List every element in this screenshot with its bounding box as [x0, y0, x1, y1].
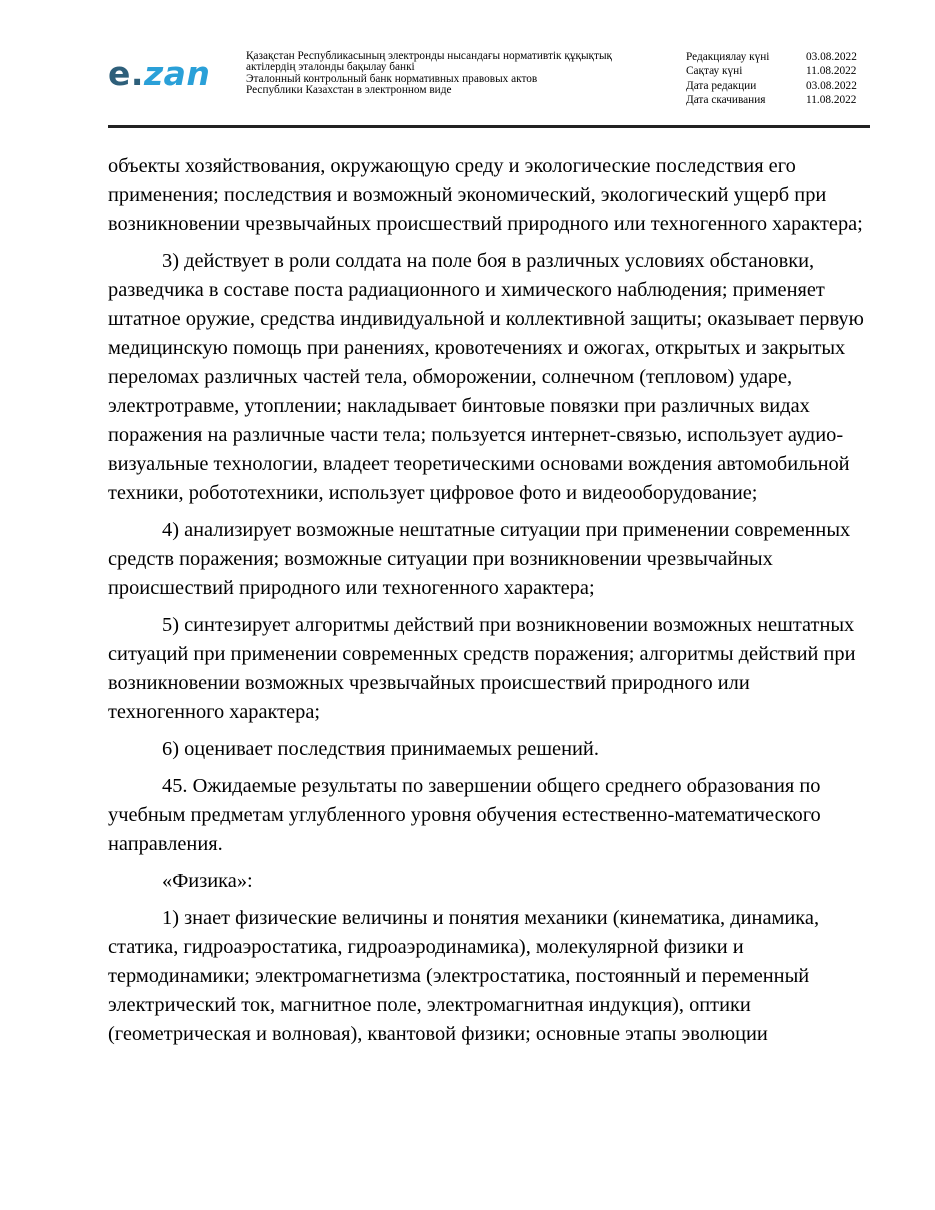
body-paragraph: 4) анализирует возможные нештатные ситуации при применении современных средств поражения; возможные ситуации при возникновении чрезвычайных происшествий природного или техногенного характера; — [108, 519, 851, 599]
meta-label: Дата редакции — [686, 79, 757, 92]
document-body — [108, 152, 868, 1057]
body-paragraph: объекты хозяйствования, окружающую среду и экологические последствия его применения; последствия и возможный экономический, экологический ущерб при возникновении чрезвычайных происшествий природного или техногенного характера; — [108, 155, 863, 235]
meta-value: 03.08.2022 — [806, 51, 857, 63]
body-paragraph: 45. Ожидаемые результаты по завершении общего среднего образования по учебным предметам углубленного уровня обучения естественно-математического направления. — [108, 775, 821, 855]
document-header — [108, 46, 870, 116]
meta-value: 03.08.2022 — [806, 79, 857, 92]
body-paragraph: 1) знает физические величины и понятия механики (кинематика, динамика, статика, гидроаэростатика, гидроаэродинамика), молекулярной физики и термодинамики; электромагнетизма (электростатика, постоянный и переменный электрический ток, магнитное поле, электромагнитная индукция), оптики (геометрическая и волновая), квантовой физики; основные этапы эволюции — [108, 907, 820, 1045]
meta-row-save-date-kz — [686, 64, 870, 78]
meta-label: Сақтау күні — [686, 65, 743, 78]
meta-row-download-date-ru — [686, 93, 870, 107]
logo-e: e — [108, 54, 131, 93]
body-paragraph: 3) действует в роли солдата на поле боя в различных условиях обстановки, разведчика в составе поста радиационного и химического наблюдения; применяет штатное оружие, средства индивидуальной и коллективной защиты; оказывает первую медицинскую помощь при ранениях, кровотечениях и ожогах, открытых и закрытых переломах различных частей тела, обморожении, солнечном (тепловом) ударе, электротравме, утоплении; накладывает бинтовые повязки при различных видах поражения на различные части тела; пользуется интернет-связью, использует аудио-визуальные технологии, владеет теоретическими основами вождения автомобильной техники, робототехники, использует цифровое фото и видеооборудование; — [108, 250, 864, 504]
body-paragraph: 6) оценивает последствия принимаемых решений. — [162, 738, 599, 760]
ezan-logo — [108, 54, 210, 94]
meta-label: Дата скачивания — [686, 94, 766, 107]
header-meta — [686, 50, 870, 108]
header-title-line-1: Қазақстан Республикасының электронды нысандағы нормативтік құқықтық — [246, 50, 613, 62]
meta-value: 11.08.2022 — [806, 65, 857, 78]
meta-row-edit-date-kz — [686, 50, 870, 64]
header-title-line-3: Эталонный контрольный банк нормативных правовых актов — [246, 72, 538, 85]
body-paragraph: «Физика»: — [162, 870, 253, 892]
header-titles — [246, 51, 612, 97]
logo-dot: . — [130, 54, 144, 93]
header-title-line-2: актілердің эталонды бақылау банкі — [246, 61, 415, 74]
header-title-line-4: Республики Казахстан в электронном виде — [246, 84, 452, 97]
meta-row-edit-date-ru — [686, 79, 870, 93]
logo-zan: zan — [143, 54, 211, 93]
body-paragraph: 5) синтезирует алгоритмы действий при возникновении возможных нештатных ситуаций при применении современных средств поражения; алгоритмы действий при возникновении возможных чрезвычайных происшествий природного или техногенного характера; — [108, 614, 856, 723]
header-divider — [108, 125, 870, 128]
meta-value: 11.08.2022 — [806, 94, 857, 107]
meta-label: Редакциялау күні — [686, 51, 770, 63]
